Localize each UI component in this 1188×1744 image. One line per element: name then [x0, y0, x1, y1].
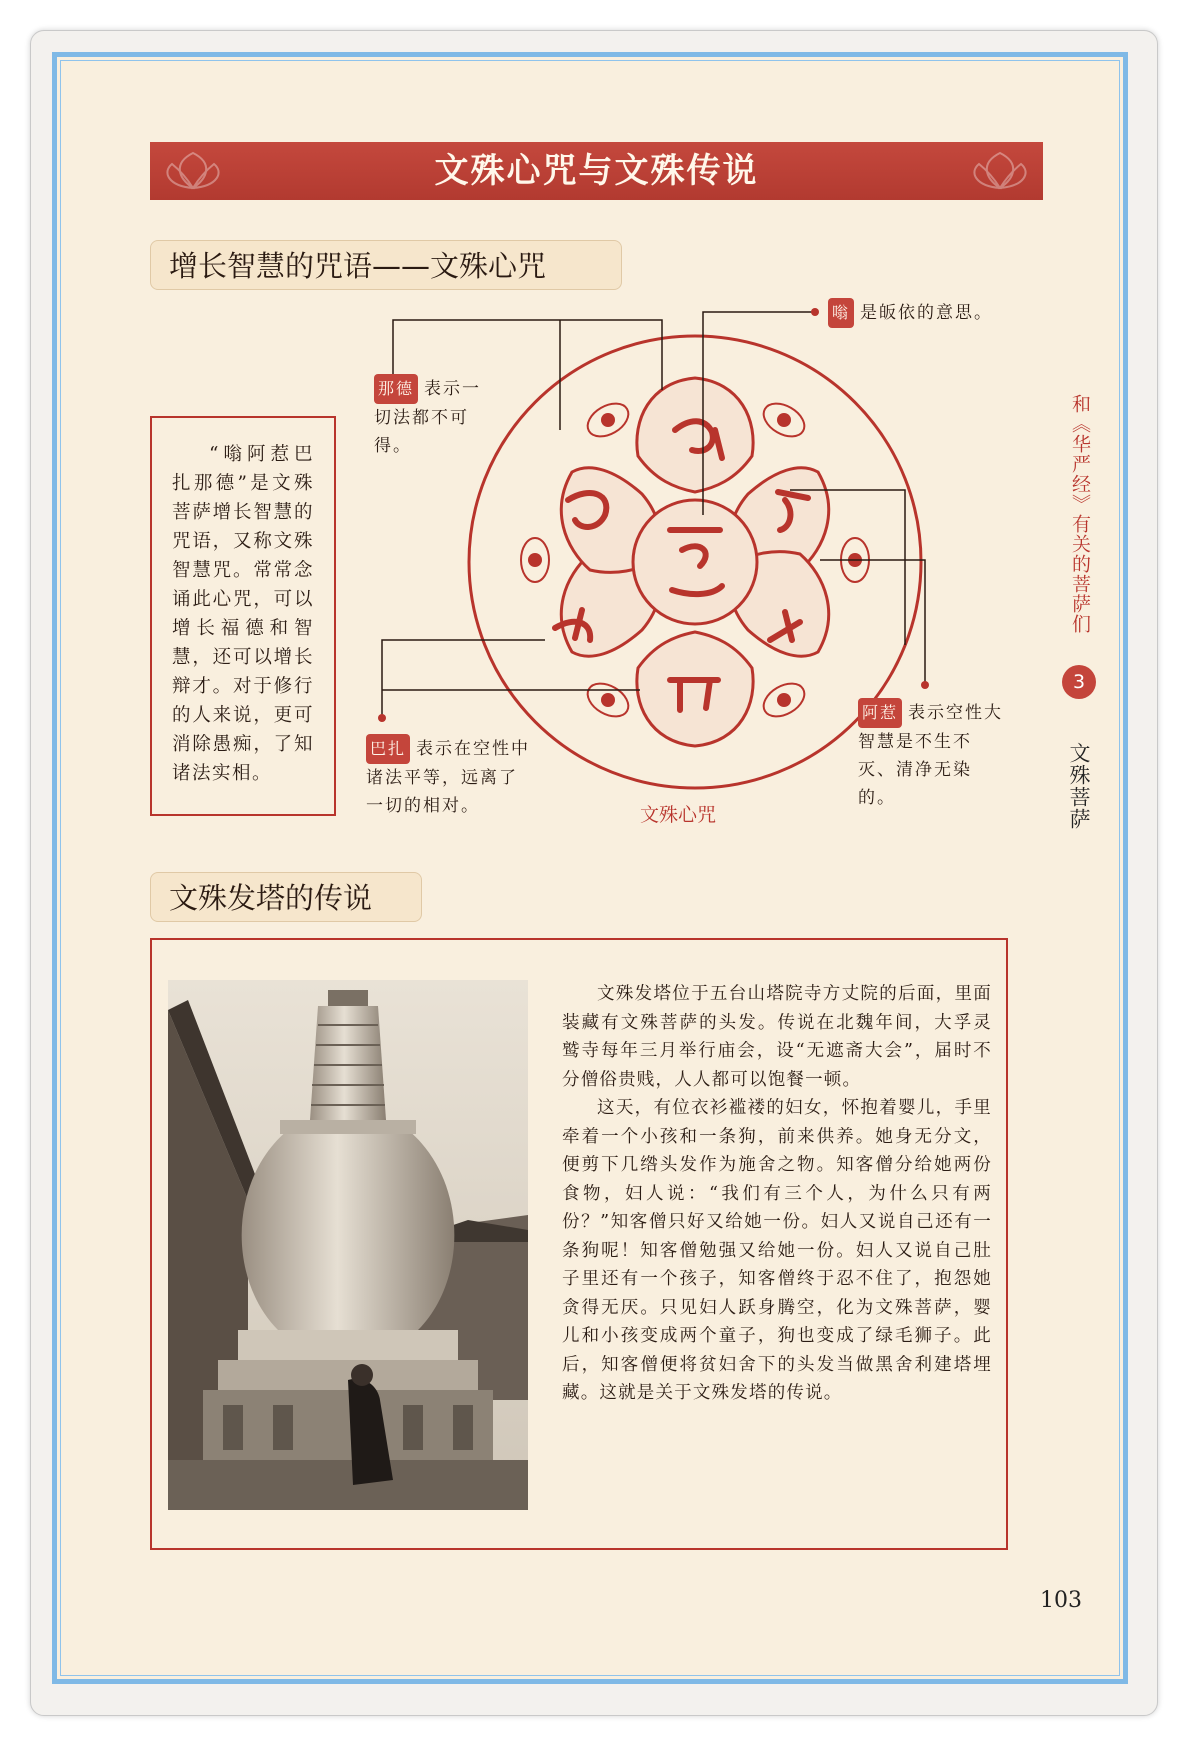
annotation-nade-tag: 那德 [374, 374, 418, 404]
annotation-bazha-tag: 巴扎 [366, 734, 410, 764]
story-paragraph: 这天，有位衣衫褴褛的妇女，怀抱着婴儿，手里牵着一个小孩和一条狗，前来供养。她身无分文，便剪下几绺头发作为施舍之物。知客僧分给她两份食物，妇人说：“我们有三个人，为什么只有两份？”知客僧只好又给她一份。妇人又说自己还有一条狗呢！知客僧勉强又给她一份。妇人又说自己肚子里还有一个孩子，知客僧终于忍不住了，抱怨她贪得无厌。只见妇人跃身腾空，化为文殊菩萨，婴儿和小孩变成两个童子，狗也变成了绿毛狮子。此后，知客僧便将贫妇舍下的头发当做黑舍利建塔埋藏。这就是关于文殊发塔的传说。 [562, 1098, 992, 1403]
section-title-mantra: 增长智慧的咒语——文殊心咒 [150, 240, 622, 290]
page-number: 103 [1040, 1588, 1082, 1613]
pagoda-story-text [562, 980, 992, 1408]
pagoda-story-box [150, 938, 1008, 1550]
annotation-nade [374, 374, 492, 460]
annotation-are-text: 表示空性大智慧是不生不灭、清净无染的。 [858, 703, 1004, 808]
annotation-bazha [366, 734, 536, 820]
pagoda-photo [168, 980, 528, 1510]
mantra-explanation-text: “嗡阿惹巴扎那德”是文殊菩萨增长智慧的咒语，又称文殊智慧咒。常常念诵此心咒，可以增长福德和智慧，还可以增长辩才。对于修行的人来说，更可消除愚痴，了知诸法实相。 [172, 444, 314, 784]
annotation-om [828, 298, 993, 328]
chapter-number-badge: 3 [1062, 665, 1096, 699]
story-paragraph: 文殊发塔位于五台山塔院寺方丈院的后面，里面装藏有文殊菩萨的头发。传说在北魏年间，大孚灵鹫寺每年三月举行庙会，设“无遮斋大会”，届时不分僧俗贵贱，人人都可以饱餐一顿。 [562, 984, 992, 1090]
chapter-title-vertical: 和《华严经》有关的菩萨们 [1069, 394, 1091, 634]
annotation-nade-text: 表示一切法都不可得。 [374, 379, 482, 456]
annotation-are-tag: 阿惹 [858, 698, 902, 728]
annotation-are [858, 698, 1008, 812]
annotation-om-tag: 嗡 [828, 298, 854, 328]
annotation-om-text: 是皈依的意思。 [860, 303, 994, 323]
section-title-pagoda: 文殊发塔的传说 [150, 872, 422, 922]
annotation-bazha-text: 表示在空性中诸法平等，远离了一切的相对。 [366, 739, 531, 816]
section-label-vertical: 文殊菩萨 [1067, 742, 1091, 830]
diagram-caption: 文殊心咒 [640, 804, 717, 826]
banner-title-text: 文殊心咒与文殊传说 [434, 151, 759, 191]
